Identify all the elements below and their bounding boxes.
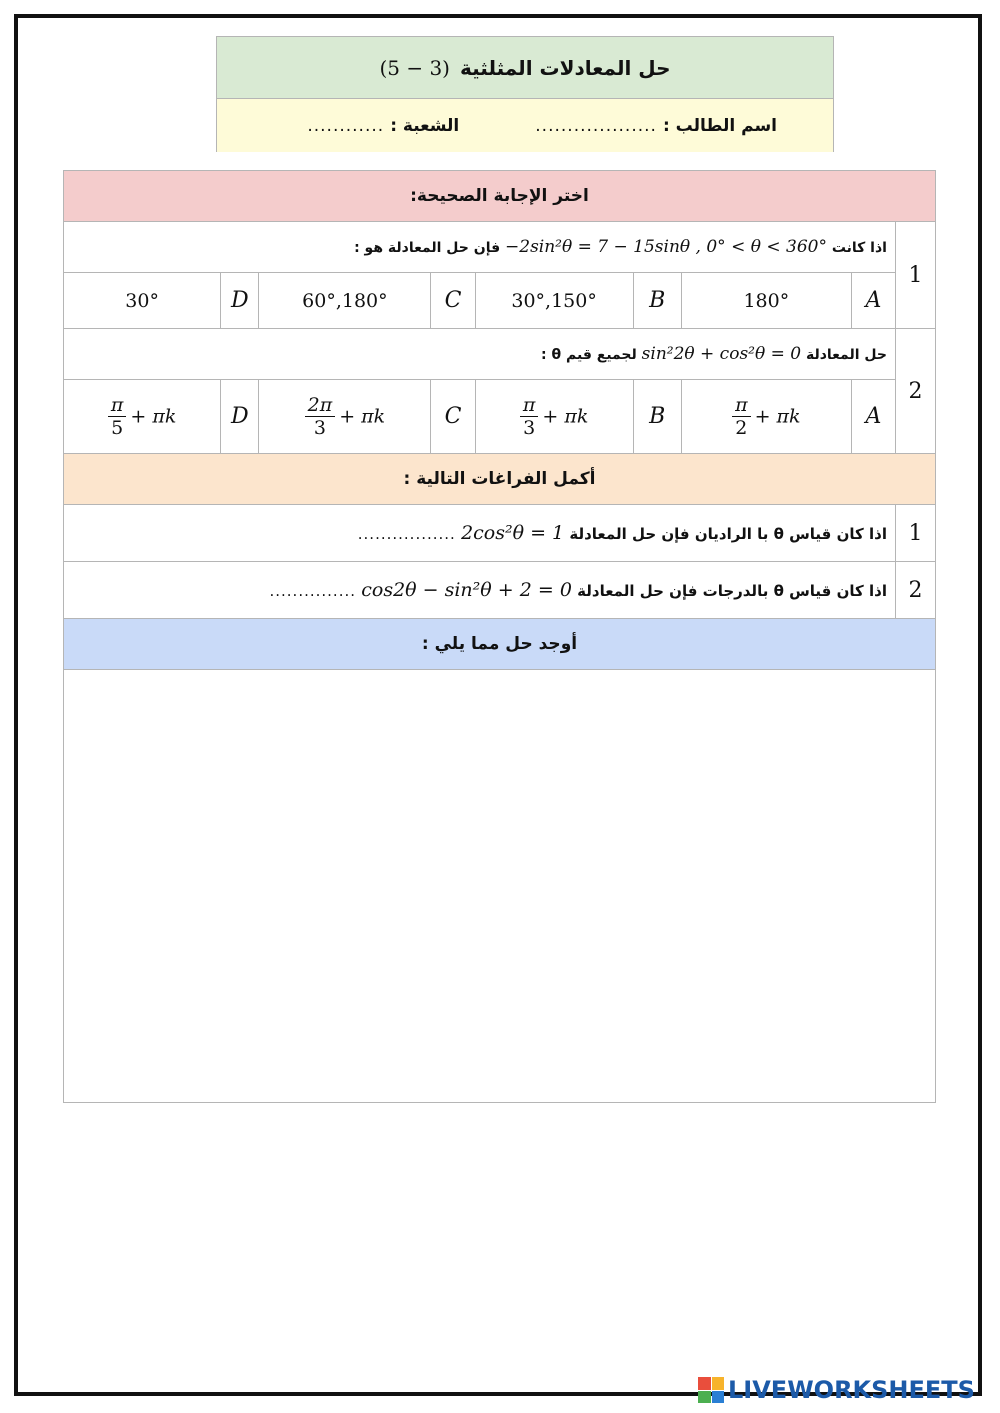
fill-blank-item — [64, 505, 896, 562]
title-text: حل المعادلات المثلثية — [459, 55, 671, 80]
question-equation: −2sin²θ = 7 − 15sinθ , 0° < θ < 360° — [505, 237, 827, 257]
question-number: 2 — [895, 329, 935, 454]
question-suffix: لجميع قيم θ : — [541, 347, 637, 363]
question-number: 1 — [895, 222, 935, 329]
worksheet-title — [217, 37, 833, 99]
section-label: الشعبة : — [390, 115, 460, 136]
fill-blank-item — [64, 562, 896, 619]
multiple-choice-heading: اختر الإجابة الصحيحة: — [64, 171, 936, 222]
option-letter: B — [633, 273, 681, 329]
question-equation: sin²2θ + cos²θ = 0 — [641, 344, 802, 364]
fill-blanks-heading: أكمل الفراغات التالية : — [64, 454, 936, 505]
logo-mark-icon — [698, 1377, 724, 1403]
fraction: $\frac{2\pi}{3}$ — [305, 394, 336, 439]
answer-blank[interactable]: ............... — [269, 582, 357, 600]
worksheet-header — [216, 36, 834, 152]
option-answer[interactable]: $\frac{\pi}{2}$ + πk — [681, 380, 851, 454]
blank-text: اذا كان قياس θ بالدرجات فإن حل المعادلة — [577, 582, 887, 600]
option-answer[interactable]: 30° — [64, 273, 221, 329]
option-answer[interactable]: $\frac{\pi}{3}$ + πk — [475, 380, 633, 454]
option-letter: D — [221, 273, 259, 329]
answer-blank[interactable]: ................. — [357, 525, 456, 543]
blank-number: 1 — [895, 505, 935, 562]
fraction: $\frac{\pi}{3}$ — [520, 394, 539, 439]
blank-equation: cos2θ − sin²θ + 2 = 0 — [361, 579, 572, 601]
student-name-field[interactable]: ................... — [535, 115, 657, 136]
question-text — [64, 329, 896, 380]
fraction: $\frac{\pi}{2}$ — [732, 394, 751, 439]
solution-workspace[interactable] — [64, 670, 936, 1103]
option-letter: C — [431, 273, 475, 329]
option-answer[interactable]: $\frac{2\pi}{3}$ + πk — [259, 380, 431, 454]
option-letter: D — [221, 380, 259, 454]
brand-name: LIVEWORKSHEETS — [728, 1376, 975, 1404]
option-answer[interactable]: $\frac{\pi}{5}$ + πk — [64, 380, 221, 454]
question-prefix: حل المعادلة — [805, 347, 887, 363]
option-answer[interactable]: 30°,150° — [475, 273, 633, 329]
liveworksheets-logo — [698, 1376, 975, 1404]
section-field[interactable]: ............ — [307, 115, 385, 136]
question-prefix: اذا كانت — [831, 240, 887, 256]
blank-text: اذا كان قياس θ با الراديان فإن حل المعادلة — [569, 525, 887, 543]
blank-number: 2 — [895, 562, 935, 619]
option-letter: A — [851, 380, 895, 454]
solve-heading: أوجد حل مما يلي : — [64, 619, 936, 670]
student-info — [217, 99, 833, 152]
option-answer[interactable]: 60°,180° — [259, 273, 431, 329]
question-text — [64, 222, 896, 273]
option-letter: A — [851, 273, 895, 329]
worksheet-table — [63, 170, 936, 1103]
option-letter: C — [431, 380, 475, 454]
blank-equation: 2cos²θ = 1 — [461, 522, 565, 544]
fraction: $\frac{\pi}{5}$ — [108, 394, 127, 439]
question-suffix: فإن حل المعادلة هو : — [354, 240, 501, 256]
option-letter: B — [633, 380, 681, 454]
option-answer[interactable]: 180° — [681, 273, 851, 329]
lesson-number: (5 − 3) — [379, 55, 450, 80]
student-name-label: اسم الطالب : — [662, 115, 777, 136]
